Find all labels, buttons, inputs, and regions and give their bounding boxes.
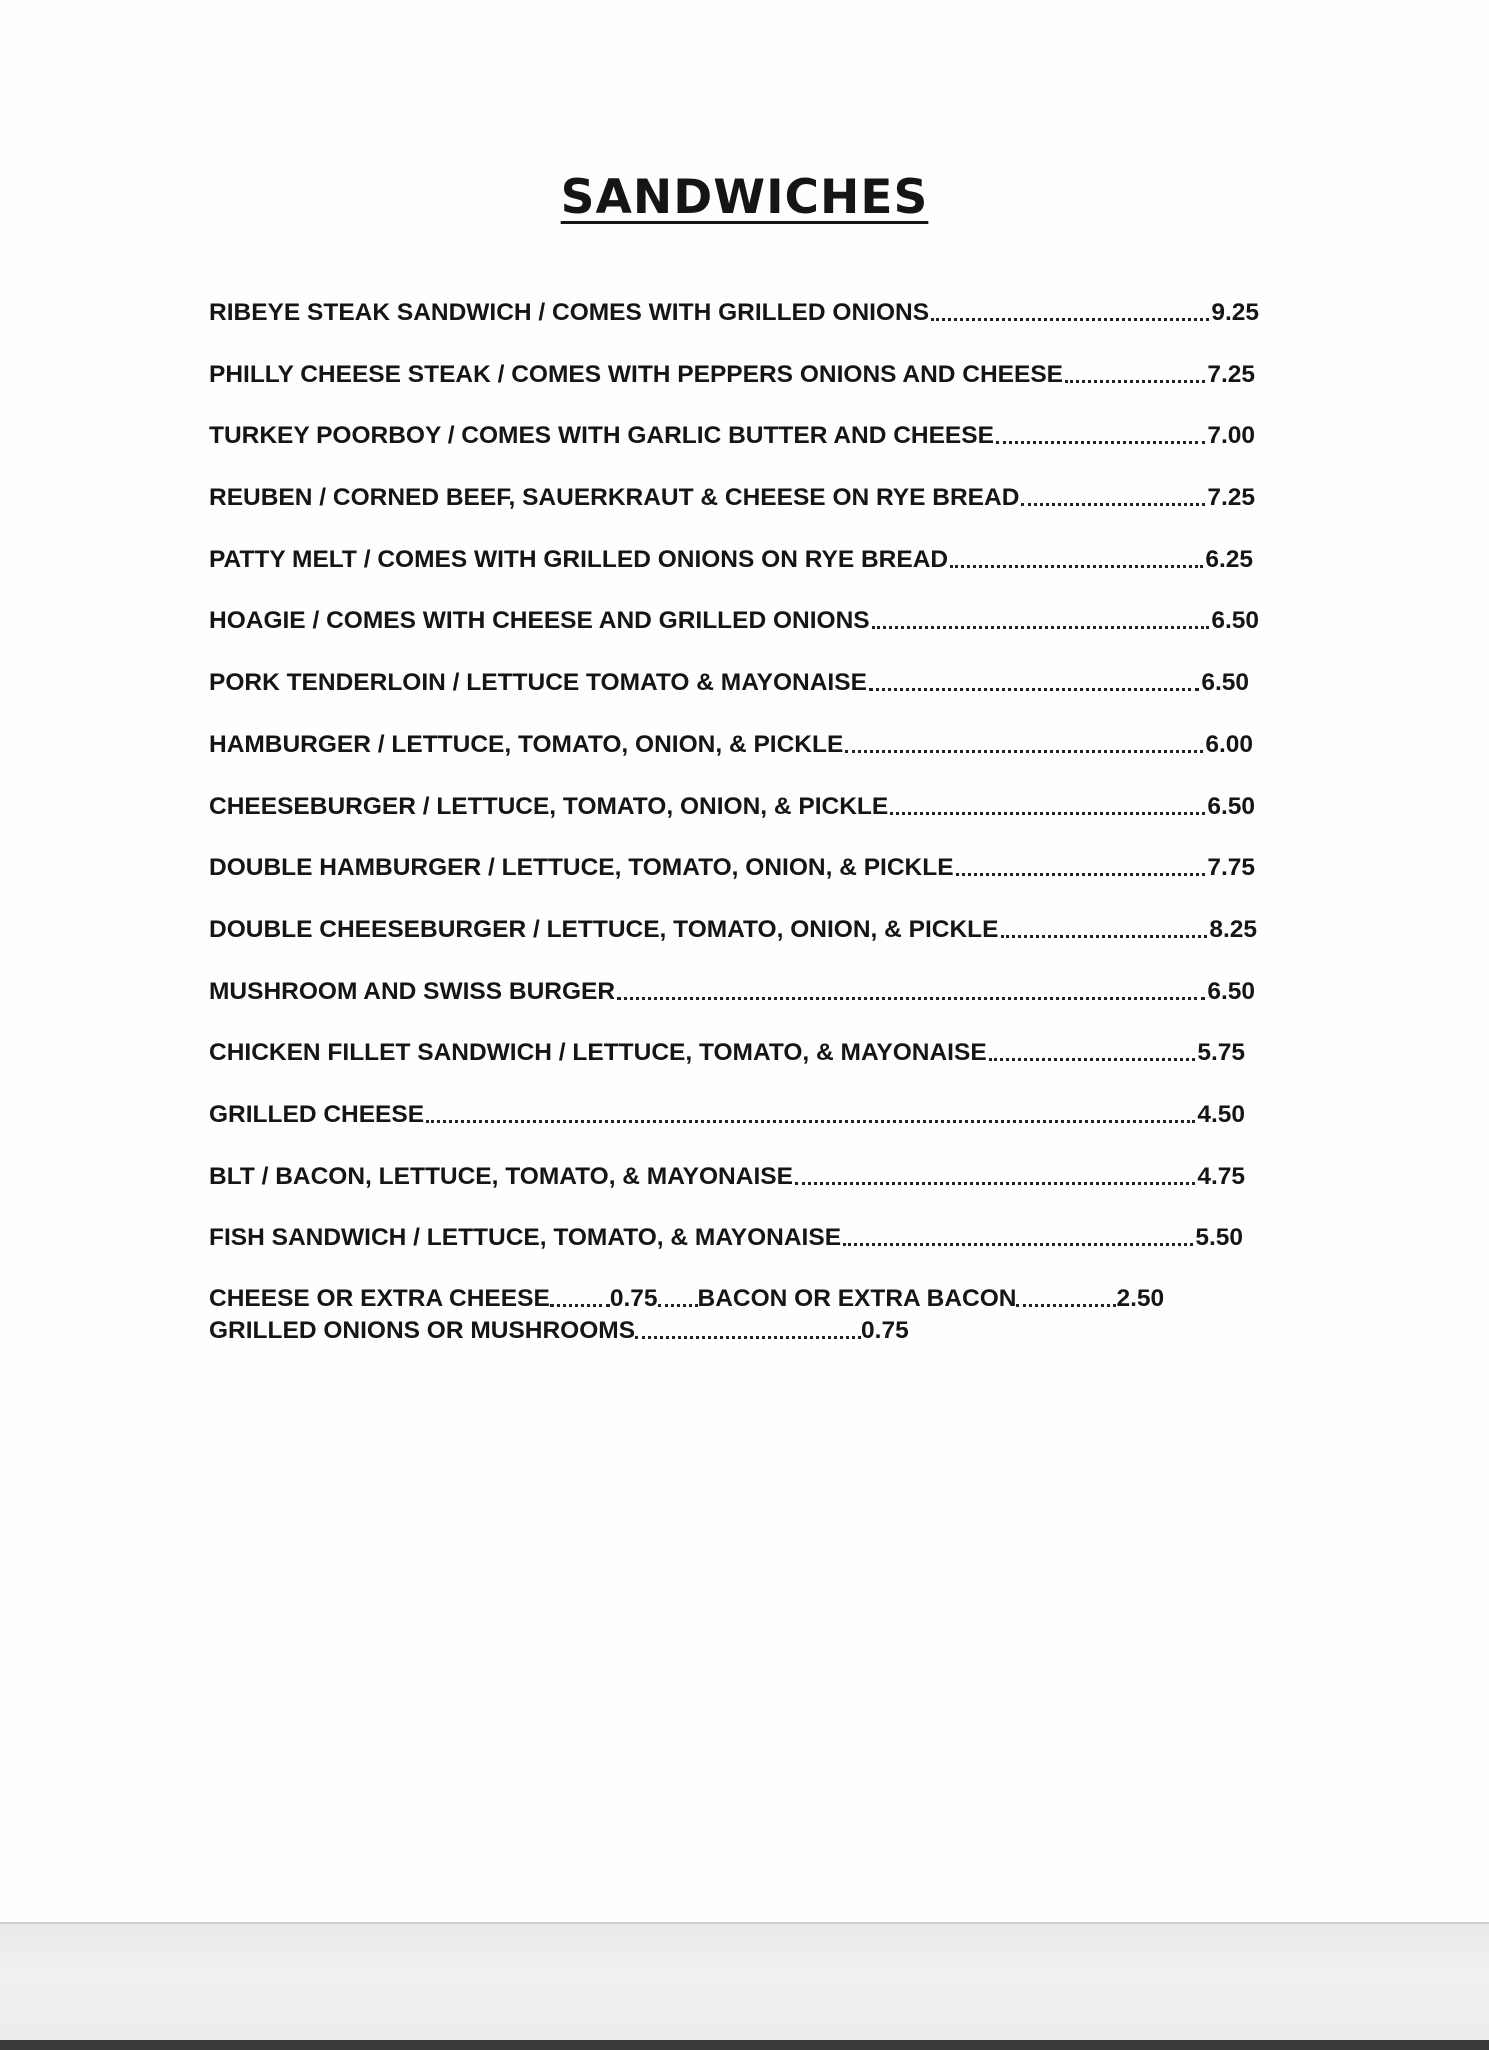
menu-title-text: SANDWICHES xyxy=(560,170,929,225)
extra-bacon-price: 2.50 xyxy=(1116,1285,1165,1312)
extra-bacon-label: BACON OR EXTRA BACON xyxy=(697,1285,1017,1312)
dot-leader xyxy=(617,975,1205,1009)
menu-item-name: REUBEN / CORNED BEEF, SAUERKRAUT & CHEESE ON RYE BREAD xyxy=(209,484,1020,512)
menu-item-name: HAMBURGER / LETTUCE, TOMATO, ONION, & PICKLE xyxy=(209,730,844,758)
menu-item-name: PHILLY CHEESE STEAK / COMES WITH PEPPERS ONIONS AND CHEESE xyxy=(209,360,1064,388)
extras-section xyxy=(209,1283,1259,1347)
dot-leader xyxy=(869,666,1199,700)
scanner-border xyxy=(0,2040,1489,2050)
menu-item-price: 7.25 xyxy=(1207,360,1255,388)
menu-item-price: 6.50 xyxy=(1207,977,1255,1005)
menu-item xyxy=(209,913,1257,975)
extras-row xyxy=(209,1315,1259,1347)
menu-item-price: 7.00 xyxy=(1207,422,1255,450)
dot-leader xyxy=(1001,913,1208,947)
menu-item-price: 5.75 xyxy=(1197,1039,1245,1067)
dot-leader xyxy=(950,543,1203,577)
extras-row xyxy=(209,1283,1259,1315)
dot-leader xyxy=(550,1283,610,1315)
menu-item-name: PORK TENDERLOIN / LETTUCE TOMATO & MAYONAISE xyxy=(209,669,867,697)
dot-leader xyxy=(658,1283,698,1315)
menu-item xyxy=(209,728,1253,790)
menu-item xyxy=(209,481,1255,543)
menu-title xyxy=(0,170,1489,225)
menu-item-price: 5.50 xyxy=(1195,1224,1243,1252)
dot-leader xyxy=(1016,1283,1116,1315)
menu-item-price: 9.25 xyxy=(1211,299,1259,326)
sandwich-list xyxy=(209,296,1259,1347)
extra-cheese-label: CHEESE OR EXTRA CHEESE xyxy=(209,1285,550,1312)
menu-item-name: MUSHROOM AND SWISS BURGER xyxy=(209,977,616,1005)
menu-item xyxy=(209,358,1255,420)
menu-item-name: GRILLED CHEESE xyxy=(209,1100,425,1128)
dot-leader xyxy=(635,1315,861,1347)
dot-leader xyxy=(1065,358,1205,392)
menu-item-price: 4.50 xyxy=(1197,1100,1245,1128)
menu-item-name: HOAGIE / COMES WITH CHEESE AND GRILLED ONIONS xyxy=(209,607,870,635)
dot-leader xyxy=(890,790,1205,824)
menu-item-price: 6.50 xyxy=(1201,669,1249,697)
extra-onions-price: 0.75 xyxy=(861,1317,909,1344)
menu-item xyxy=(209,1221,1243,1283)
menu-item-price: 8.25 xyxy=(1209,915,1257,943)
menu-item-name: TURKEY POORBOY / COMES WITH GARLIC BUTTER AND CHEESE xyxy=(209,422,994,450)
dot-leader xyxy=(843,1221,1193,1255)
menu-item-name: BLT / BACON, LETTUCE, TOMATO, & MAYONAISE xyxy=(209,1162,793,1190)
menu-item-name: DOUBLE CHEESEBURGER / LETTUCE, TOMATO, ONION, & PICKLE xyxy=(209,915,999,943)
extra-cheese-price: 0.75 xyxy=(609,1285,658,1312)
menu-item-name: DOUBLE HAMBURGER / LETTUCE, TOMATO, ONION, & PICKLE xyxy=(209,854,954,882)
menu-item xyxy=(209,604,1259,666)
dot-leader xyxy=(845,728,1203,762)
menu-item xyxy=(209,851,1255,913)
menu-item xyxy=(209,790,1255,852)
menu-item xyxy=(209,543,1253,605)
menu-item-price: 6.00 xyxy=(1205,730,1253,758)
menu-item-name: RIBEYE STEAK SANDWICH / COMES WITH GRILLED ONIONS xyxy=(209,299,930,326)
menu-item-name: CHEESEBURGER / LETTUCE, TOMATO, ONION, & PICKLE xyxy=(209,792,889,820)
menu-item-name: FISH SANDWICH / LETTUCE, TOMATO, & MAYONAISE xyxy=(209,1224,842,1252)
dot-leader xyxy=(931,296,1209,330)
menu-item xyxy=(209,1036,1245,1098)
menu-item xyxy=(209,666,1249,728)
menu-item-name: CHICKEN FILLET SANDWICH / LETTUCE, TOMATO, & MAYONAISE xyxy=(209,1039,987,1067)
menu-item-price: 4.75 xyxy=(1197,1162,1245,1190)
menu-item xyxy=(209,419,1255,481)
dot-leader xyxy=(956,851,1206,885)
menu-item-price: 6.25 xyxy=(1205,545,1253,573)
scanner-bed-edge xyxy=(0,1922,1489,2050)
dot-leader xyxy=(989,1036,1196,1070)
dot-leader xyxy=(872,604,1210,638)
dot-leader xyxy=(426,1098,1195,1132)
menu-item xyxy=(209,975,1255,1037)
menu-item-price: 7.75 xyxy=(1207,854,1255,882)
menu-item xyxy=(209,1160,1245,1222)
dot-leader xyxy=(996,419,1205,453)
menu-item xyxy=(209,1098,1245,1160)
menu-item-price: 7.25 xyxy=(1207,484,1255,512)
menu-item-price: 6.50 xyxy=(1211,607,1259,635)
menu-item xyxy=(209,296,1259,358)
extra-onions-label: GRILLED ONIONS OR MUSHROOMS xyxy=(209,1317,636,1344)
menu-item-name: PATTY MELT / COMES WITH GRILLED ONIONS ON RYE BREAD xyxy=(209,545,949,573)
menu-item-price: 6.50 xyxy=(1207,792,1255,820)
dot-leader xyxy=(1021,481,1205,515)
dot-leader xyxy=(795,1160,1195,1194)
